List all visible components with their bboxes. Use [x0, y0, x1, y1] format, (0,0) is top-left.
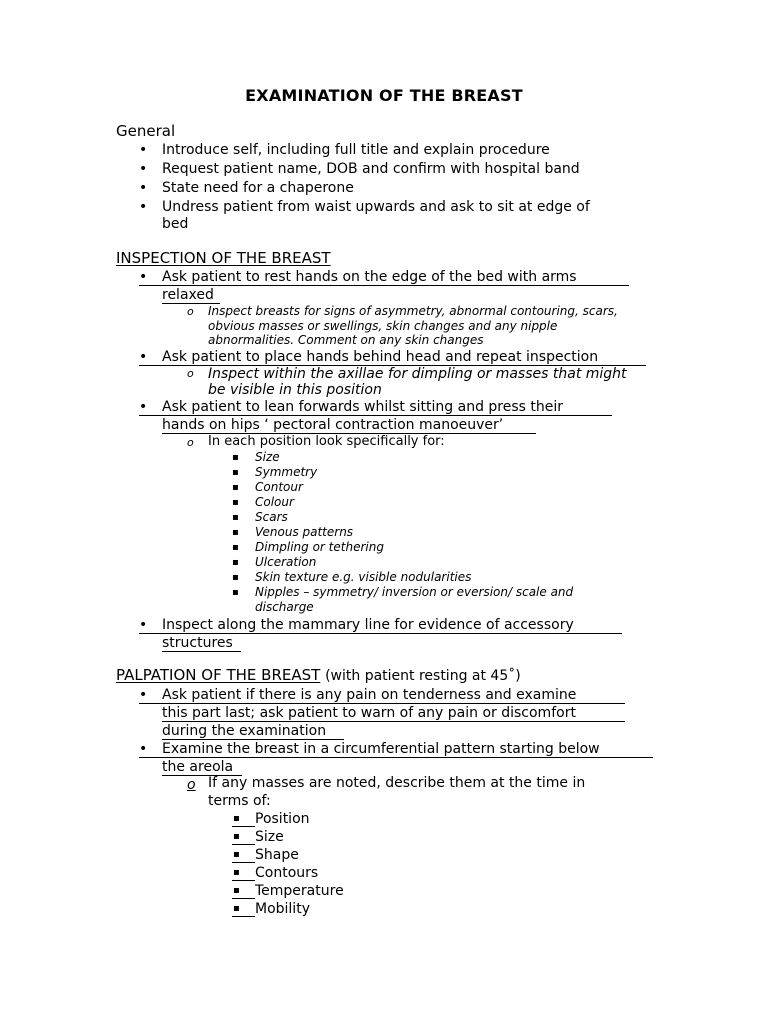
- inspection-item-4-cont: structures: [162, 635, 233, 651]
- palpation-item-2: Examine the breast in a circumferential pattern starting below: [162, 741, 600, 757]
- palpation-item-1-cont-1: this part last; ask patient to warn of any pain or discomfort: [162, 705, 576, 721]
- palpation-item-2-sub-1: If any masses are noted, describe them at the time in: [208, 775, 586, 791]
- general-item-2: Request patient name, DOB and confirm with hospital band: [162, 161, 580, 177]
- inspection-heading: INSPECTION OF THE BREAST: [116, 249, 331, 267]
- palpation-heading-row: [116, 668, 521, 683]
- palpation-heading: PALPATION OF THE BREAST: [116, 666, 321, 684]
- term-item: Shape: [255, 847, 299, 863]
- underline: [139, 703, 625, 704]
- look-for-item: Dimpling or tethering: [255, 540, 384, 554]
- general-item-3: State need for a chaperone: [162, 180, 354, 196]
- term-item: Temperature: [255, 883, 344, 899]
- bullet-icon: •: [139, 180, 148, 196]
- inspection-item-3: Ask patient to lean forwards whilst sitting and press their: [162, 399, 564, 415]
- inspection-item-2: Ask patient to place hands behind head and repeat inspection: [162, 349, 599, 365]
- look-for-item: Size: [255, 450, 280, 464]
- underline: [232, 916, 255, 917]
- look-for-item: Symmetry: [255, 465, 318, 479]
- bullet-icon: •: [139, 199, 148, 215]
- underline: [162, 651, 241, 652]
- square-bullet-icon: ▪: [233, 849, 240, 860]
- inspection-item-2-sub-2: be visible in this position: [208, 382, 382, 398]
- inspection-item-1-sub-2: obvious masses or swellings, skin changes and any nipple: [208, 319, 558, 333]
- look-for-item: Colour: [255, 495, 294, 509]
- inspection-item-1-sub-1: Inspect breasts for signs of asymmetry, abnormal contouring, scars,: [208, 304, 618, 318]
- underline: [232, 898, 255, 899]
- square-bullet-icon: ▪: [232, 512, 239, 523]
- square-bullet-icon: ▪: [232, 542, 239, 553]
- square-bullet-icon: ▪: [233, 903, 240, 914]
- term-item: Size: [255, 829, 284, 845]
- bullet-icon: •: [139, 617, 148, 633]
- circle-bullet-icon: o: [187, 305, 194, 318]
- bullet-icon: •: [139, 399, 148, 415]
- look-for-item: Contour: [255, 480, 303, 494]
- inspection-item-2-sub-1: Inspect within the axillae for dimpling or masses that might: [208, 366, 627, 382]
- look-for-item: Scars: [255, 510, 288, 524]
- inspection-item-1-cont: relaxed: [162, 287, 214, 303]
- bullet-icon: •: [139, 349, 148, 365]
- page-title: EXAMINATION OF THE BREAST: [245, 86, 523, 105]
- circle-bullet-icon: o: [187, 436, 194, 449]
- underline: [139, 633, 622, 634]
- look-for-item: Ulceration: [255, 555, 317, 569]
- square-bullet-icon: ▪: [232, 572, 239, 583]
- underline: [162, 721, 625, 722]
- bullet-icon: •: [139, 741, 148, 757]
- palpation-item-2-cont: the areola: [162, 759, 234, 775]
- underline: [139, 285, 629, 286]
- inspection-item-4: Inspect along the mammary line for evidence of accessory: [162, 617, 574, 633]
- bullet-icon: •: [139, 687, 148, 703]
- circle-bullet-icon: o: [187, 777, 196, 793]
- general-heading: General: [116, 122, 176, 140]
- term-item: Contours: [255, 865, 319, 881]
- bullet-icon: •: [139, 269, 148, 285]
- square-bullet-icon: ▪: [232, 497, 239, 508]
- square-bullet-icon: ▪: [232, 527, 239, 538]
- square-bullet-icon: ▪: [232, 467, 239, 478]
- inspection-item-3-cont: hands on hips ‘ pectoral contraction manoeuver’: [162, 417, 504, 433]
- inspection-item-3-sub: In each position look specifically for:: [208, 434, 445, 449]
- look-for-item-cont: discharge: [255, 600, 314, 614]
- underline: [139, 415, 612, 416]
- circle-bullet-icon: o: [187, 367, 194, 380]
- square-bullet-icon: ▪: [232, 482, 239, 493]
- square-bullet-icon: ▪: [233, 885, 240, 896]
- look-for-item: Skin texture e.g. visible nodularities: [255, 570, 472, 584]
- underline: [232, 862, 255, 863]
- term-item: Mobility: [255, 901, 310, 917]
- term-item: Position: [255, 811, 310, 827]
- square-bullet-icon: ▪: [233, 831, 240, 842]
- inspection-item-1: Ask patient to rest hands on the edge of the bed with arms: [162, 269, 577, 285]
- inspection-item-1-sub-3: abnormalities. Comment on any skin changes: [208, 333, 484, 347]
- palpation-item-1-cont-2: during the examination: [162, 723, 327, 739]
- palpation-heading-note: (with patient resting at 45˚): [325, 668, 521, 684]
- look-for-item: Venous patterns: [255, 525, 354, 539]
- square-bullet-icon: ▪: [233, 867, 240, 878]
- underline: [232, 844, 255, 845]
- underline: [232, 880, 255, 881]
- palpation-item-2-sub-2: terms of:: [208, 793, 271, 809]
- square-bullet-icon: ▪: [232, 557, 239, 568]
- general-item-4: Undress patient from waist upwards and ask to sit at edge of: [162, 199, 590, 215]
- underline: [139, 757, 653, 758]
- bullet-icon: •: [139, 161, 148, 177]
- look-for-item: Nipples – symmetry/ inversion or eversion/ scale and: [255, 585, 574, 599]
- square-bullet-icon: ▪: [232, 587, 239, 598]
- general-item-4-cont: bed: [162, 216, 189, 232]
- palpation-item-1: Ask patient if there is any pain on tenderness and examine: [162, 687, 577, 703]
- square-bullet-icon: ▪: [232, 452, 239, 463]
- bullet-icon: •: [139, 142, 148, 158]
- underline: [162, 739, 344, 740]
- underline: [232, 826, 255, 827]
- general-item-1: Introduce self, including full title and explain procedure: [162, 142, 550, 158]
- square-bullet-icon: ▪: [233, 813, 240, 824]
